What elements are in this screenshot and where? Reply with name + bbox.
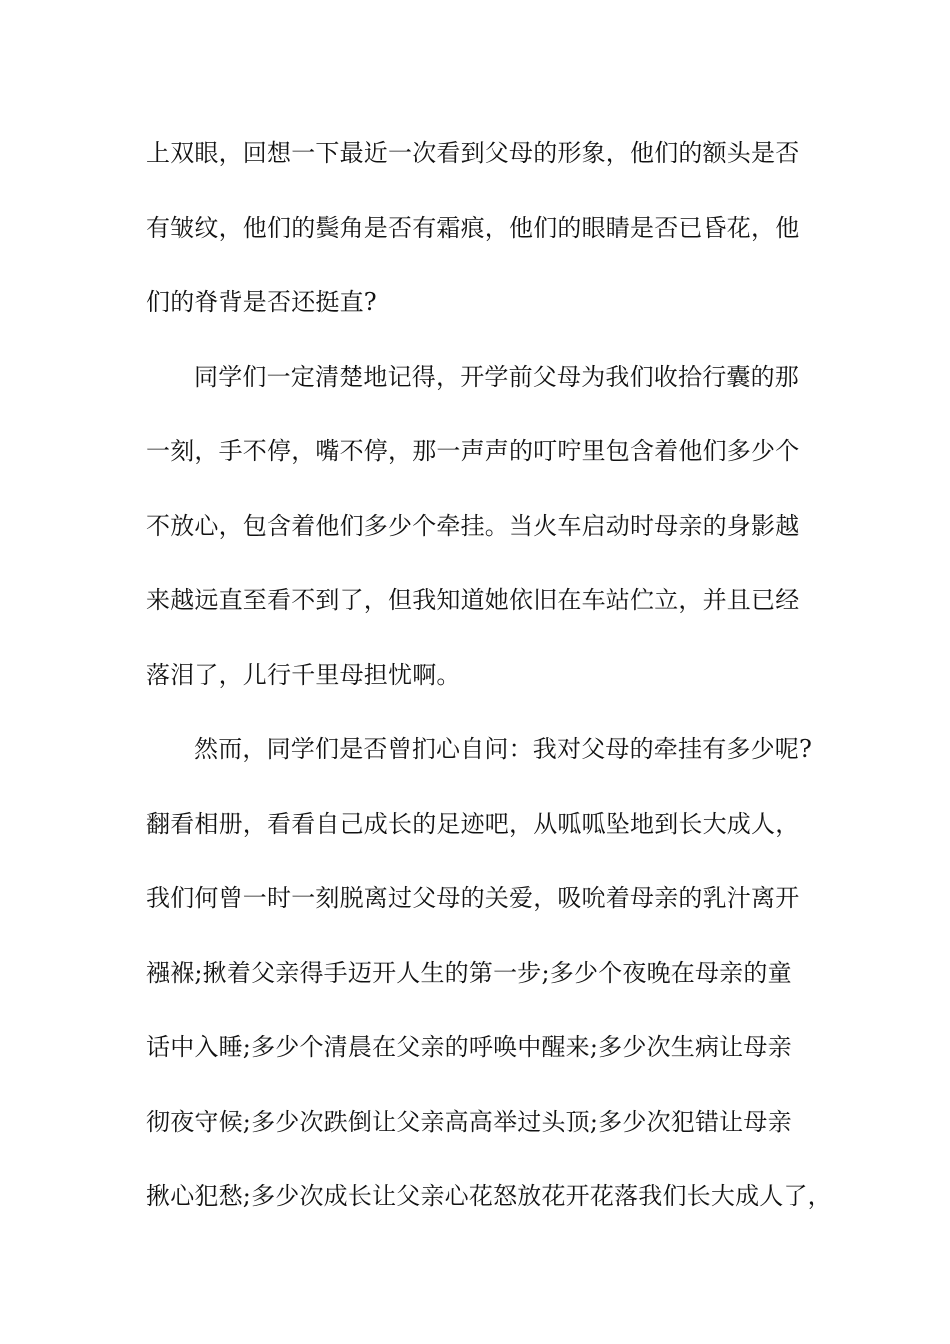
paragraph-first-line: 同学们一定清楚地记得，开学前父母为我们收拾行囊的那 bbox=[194, 362, 799, 391]
text-line: 彻夜守候;多少次跌倒让父亲高高举过头顶;多少次犯错让母亲 bbox=[146, 1107, 792, 1136]
text-line: 话中入睡;多少个清晨在父亲的呼唤中醒来;多少次生病让母亲 bbox=[146, 1033, 792, 1061]
text-line: 揪心犯愁;多少次成长让父亲心花怒放花开花落我们长大成人了， bbox=[146, 1182, 832, 1210]
text-line: 翻看相册，看看自己成长的足迹吧，从呱呱坠地到长大成人， bbox=[146, 809, 800, 838]
text-line: 落泪了，儿行千里母担忧啊。 bbox=[146, 660, 461, 689]
text-line: 们的脊背是否还挺直? bbox=[146, 288, 377, 316]
text-line: 不放心，包含着他们多少个牵挂。当火车启动时母亲的身影越 bbox=[146, 511, 800, 540]
text-line: 有皱纹，他们的鬓角是否有霜痕，他们的眼睛是否已昏花，他 bbox=[146, 213, 800, 242]
text-line: 襁褓;揪着父亲得手迈开人生的第一步;多少个夜晚在母亲的童 bbox=[146, 958, 792, 987]
text-line: 我们何曾一时一刻脱离过父母的关爱，吸吮着母亲的乳汁离开 bbox=[146, 884, 800, 912]
text-line: 一刻，手不停，嘴不停，那一声声的叮咛里包含着他们多少个 bbox=[146, 437, 800, 465]
text-line: 来越远直至看不到了，但我知道她依旧在车站伫立，并且已经 bbox=[146, 586, 800, 614]
text-line: 上双眼，回想一下最近一次看到父母的形象，他们的额头是否 bbox=[146, 139, 800, 167]
paragraph-first-line: 然而，同学们是否曾扪心自问：我对父母的牵挂有多少呢? bbox=[194, 735, 813, 763]
body-text bbox=[146, 133, 832, 1251]
